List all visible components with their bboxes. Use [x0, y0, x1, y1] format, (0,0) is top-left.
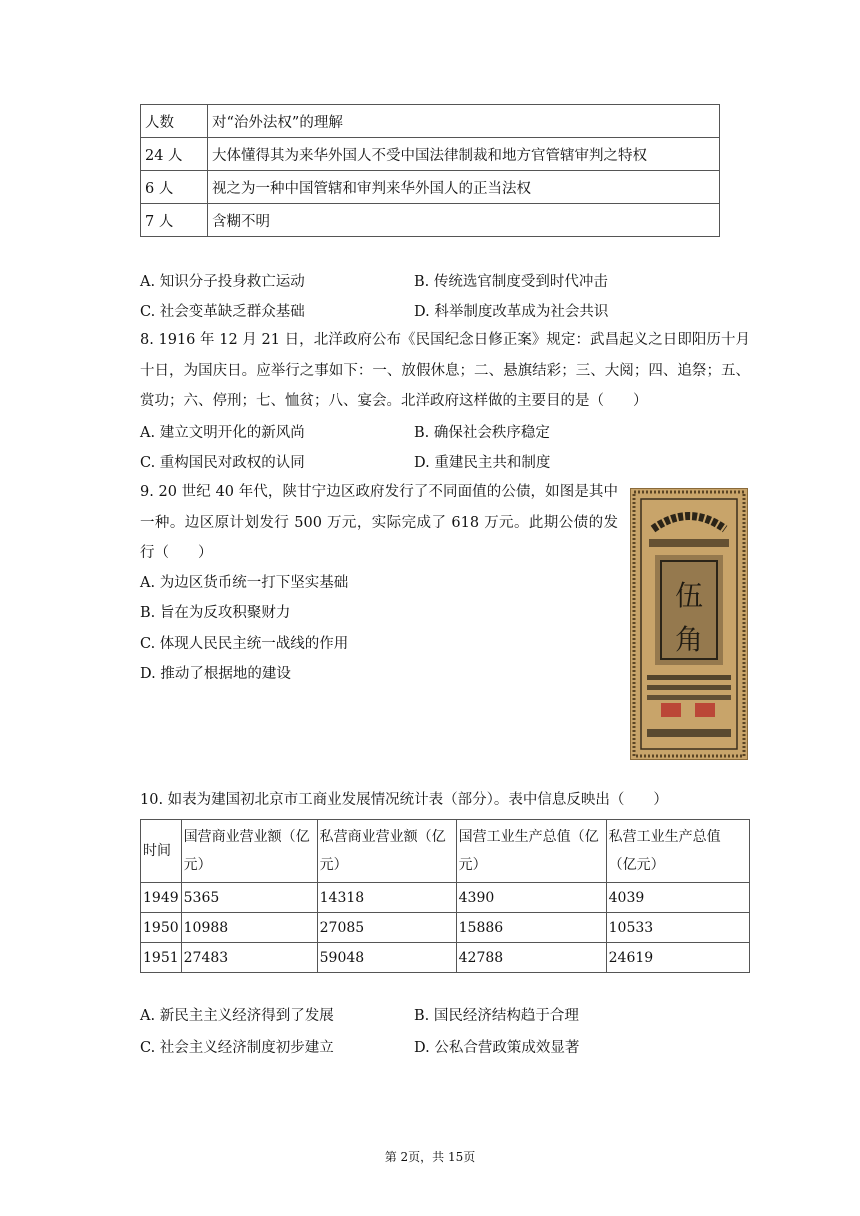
table-row — [141, 943, 750, 973]
header-cell: 时间 — [141, 820, 182, 883]
bond-certificate-image — [630, 488, 748, 760]
q9-option-b: B. 旨在为反攻积聚财力 — [140, 605, 291, 621]
table-cell: 27085 — [317, 913, 456, 943]
header-cell: 国营商业营业额（亿元） — [181, 820, 317, 883]
q9-option-a: A. 为边区货币统一打下坚实基础 — [140, 575, 349, 591]
bond-denomination-bottom: 角 — [674, 623, 704, 656]
q7-option-b: B. 传统选官制度受到时代冲击 — [414, 274, 608, 290]
table-header-row — [141, 820, 750, 883]
table-cell: 5365 — [181, 883, 317, 913]
q7-option-d: D. 科举制度改革成为社会共识 — [414, 304, 609, 320]
table-cell: 4390 — [456, 883, 606, 913]
q8-stem: 8. 1916 年 12 月 21 日，北洋政府公布《民国纪念日修正案》规定：武昌起义之日即阳历十月十日，为国庆日。应举行之事如下：一、放假休息；二、悬旗结彩；三、大阅；四、追祭；五、赏功；六、停刑；七、恤贫；八、宴会。北洋政府这样做的主要目的是（ ） — [140, 332, 750, 409]
q9-option-d: D. 推动了根据地的建设 — [140, 666, 291, 682]
q7-option-a: A. 知识分子投身救亡运动 — [140, 274, 305, 290]
q9-option-c: C. 体现人民民主统一战线的作用 — [140, 636, 349, 652]
table-cell: 1950 — [141, 913, 182, 943]
q8-option-a: A. 建立文明开化的新风尚 — [140, 425, 305, 441]
table-cell: 含糊不明 — [208, 204, 720, 237]
survey-table — [140, 104, 720, 237]
q8-option-d: D. 重建民主共和制度 — [414, 455, 551, 471]
commerce-industry-table — [140, 819, 750, 973]
table-cell: 14318 — [317, 883, 456, 913]
header-cell: 国营工业生产总值（亿元） — [456, 820, 606, 883]
header-cell: 私营商业营业额（亿元） — [317, 820, 456, 883]
q9-stem: 9. 20 世纪 40 年代，陕甘宁边区政府发行了不同面值的公债，如图是其中一种。边区原计划发行 500 万元，实际完成了 618 万元。此期公债的发行（ ） — [140, 484, 618, 561]
q10-option-d: D. 公私合营政策成效显著 — [414, 1040, 580, 1056]
q10-option-a: A. 新民主主义经济得到了发展 — [140, 1008, 334, 1024]
header-cell: 私营工业生产总值（亿元） — [606, 820, 749, 883]
table-cell: 59048 — [317, 943, 456, 973]
table-row — [141, 913, 750, 943]
table-cell: 24619 — [606, 943, 749, 973]
bond-denomination-top: 伍 — [674, 579, 704, 612]
header-cell: 对“治外法权”的理解 — [208, 105, 720, 138]
table-cell: 24 人 — [141, 138, 208, 171]
q10-stem: 10. 如表为建国初北京市工商业发展情况统计表（部分）。表中信息反映出（ ） — [140, 792, 668, 808]
q8-option-c: C. 重构国民对政权的认同 — [140, 455, 305, 471]
table-cell: 4039 — [606, 883, 749, 913]
table-cell: 6 人 — [141, 171, 208, 204]
table-cell: 10988 — [181, 913, 317, 943]
table-cell: 27483 — [181, 943, 317, 973]
q8-option-b: B. 确保社会秩序稳定 — [414, 425, 550, 441]
header-cell: 人数 — [141, 105, 208, 138]
bond-illustration — [631, 489, 747, 759]
table-cell: 1951 — [141, 943, 182, 973]
table-header-row — [141, 105, 720, 138]
table-row — [141, 171, 720, 204]
q10-option-b: B. 国民经济结构趋于合理 — [414, 1008, 579, 1024]
table-cell: 10533 — [606, 913, 749, 943]
table-cell: 42788 — [456, 943, 606, 973]
q10-option-c: C. 社会主义经济制度初步建立 — [140, 1040, 334, 1056]
table-row — [141, 883, 750, 913]
table-row — [141, 204, 720, 237]
table-row — [141, 138, 720, 171]
q7-option-c: C. 社会变革缺乏群众基础 — [140, 304, 305, 320]
table-cell: 视之为一种中国管辖和审判来华外国人的正当法权 — [208, 171, 720, 204]
table-cell: 7 人 — [141, 204, 208, 237]
table-cell: 1949 — [141, 883, 182, 913]
table-cell: 大体懂得其为来华外国人不受中国法律制裁和地方官管辖审判之特权 — [208, 138, 720, 171]
table-cell: 15886 — [456, 913, 606, 943]
page-number-footer: 第 2页，共 15页 — [384, 1150, 476, 1164]
